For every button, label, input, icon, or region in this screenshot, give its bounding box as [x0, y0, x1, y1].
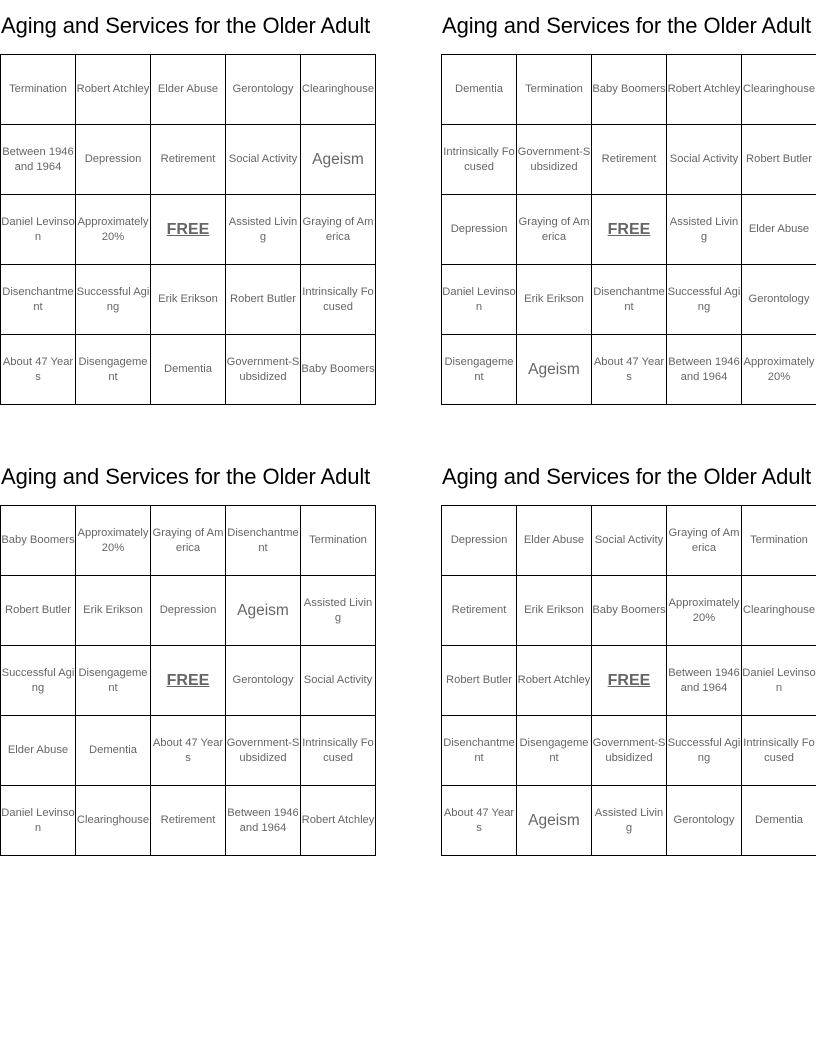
grid-cell: Graying of America	[301, 195, 376, 265]
grid-cell: Graying of America	[151, 506, 226, 576]
free-space: FREE	[151, 646, 226, 716]
grid-row	[442, 716, 816, 786]
grid-cell: Ageism	[226, 576, 301, 646]
grid-cell: Disenchantment	[442, 716, 517, 786]
grid-cell: Dementia	[76, 716, 151, 786]
grid-cell: Successful Aging	[667, 716, 742, 786]
grid-cell: Ageism	[301, 125, 376, 195]
grid-cell: Ageism	[517, 786, 592, 856]
grid-cell: Ageism	[517, 335, 592, 405]
grid-row	[1, 646, 376, 716]
grid-cell: Government-Subsidized	[517, 125, 592, 195]
grid-row	[1, 125, 376, 195]
grid-cell: Assisted Living	[301, 576, 376, 646]
grid-cell: Disenchantment	[1, 265, 76, 335]
grid-cell: Erik Erikson	[517, 576, 592, 646]
bingo-grid	[0, 505, 376, 856]
grid-cell: About 47 Years	[1, 335, 76, 405]
grid-cell: Disengagement	[442, 335, 517, 405]
grid-cell: Between 1946 and 1964	[667, 335, 742, 405]
bingo-grid	[0, 54, 376, 405]
grid-cell: About 47 Years	[151, 716, 226, 786]
grid-cell: Clearinghouse	[742, 55, 816, 125]
grid-cell: Elder Abuse	[517, 506, 592, 576]
card-title: Aging and Services for the Older Adult	[1, 13, 371, 38]
grid-cell: Between 1946 and 1964	[1, 125, 76, 195]
grid-cell: Termination	[301, 506, 376, 576]
grid-row	[1, 716, 376, 786]
grid-cell: Erik Erikson	[76, 576, 151, 646]
grid-cell: Baby Boomers	[592, 55, 667, 125]
grid-cell: Intrinsically Focused	[301, 265, 376, 335]
grid-row	[442, 195, 816, 265]
grid-cell: Gerontology	[667, 786, 742, 856]
grid-cell: Daniel Levinson	[1, 195, 76, 265]
grid-cell: Robert Butler	[1, 576, 76, 646]
card-title: Aging and Services for the Older Adult	[442, 13, 812, 38]
grid-cell: Clearinghouse	[76, 786, 151, 856]
grid-cell: Depression	[76, 125, 151, 195]
grid-cell: Retirement	[151, 125, 226, 195]
grid-cell: Retirement	[442, 576, 517, 646]
grid-cell: Between 1946 and 1964	[667, 646, 742, 716]
grid-cell: Robert Butler	[742, 125, 816, 195]
grid-cell: Clearinghouse	[301, 55, 376, 125]
grid-cell: Between 1946 and 1964	[226, 786, 301, 856]
grid-cell: Intrinsically Focused	[442, 125, 517, 195]
grid-cell: Graying of America	[667, 506, 742, 576]
grid-cell: Termination	[742, 506, 816, 576]
grid-row	[1, 576, 376, 646]
grid-cell: Disenchantment	[226, 506, 301, 576]
grid-cell: Approximately 20%	[742, 335, 816, 405]
grid-cell: Gerontology	[742, 265, 816, 335]
grid-cell: Robert Butler	[442, 646, 517, 716]
grid-cell: Successful Aging	[667, 265, 742, 335]
grid-cell: Depression	[151, 576, 226, 646]
free-space: FREE	[592, 646, 667, 716]
grid-row	[442, 265, 816, 335]
grid-row	[442, 335, 816, 405]
grid-cell: Retirement	[592, 125, 667, 195]
grid-cell: Daniel Levinson	[442, 265, 517, 335]
grid-cell: Daniel Levinson	[742, 646, 816, 716]
grid-cell: Social Activity	[301, 646, 376, 716]
grid-cell: About 47 Years	[592, 335, 667, 405]
grid-cell: Baby Boomers	[301, 335, 376, 405]
grid-cell: Termination	[1, 55, 76, 125]
grid-cell: Robert Butler	[226, 265, 301, 335]
grid-cell: Retirement	[151, 786, 226, 856]
grid-cell: Depression	[442, 195, 517, 265]
grid-cell: Robert Atchley	[517, 646, 592, 716]
grid-cell: Clearinghouse	[742, 576, 816, 646]
grid-cell: Elder Abuse	[151, 55, 226, 125]
grid-cell: Government-Subsidized	[592, 716, 667, 786]
grid-row	[442, 646, 816, 716]
grid-cell: Social Activity	[226, 125, 301, 195]
grid-cell: Elder Abuse	[1, 716, 76, 786]
grid-cell: Dementia	[442, 55, 517, 125]
card-title: Aging and Services for the Older Adult	[442, 464, 812, 489]
grid-cell: Assisted Living	[667, 195, 742, 265]
free-space: FREE	[151, 195, 226, 265]
grid-cell: Erik Erikson	[517, 265, 592, 335]
grid-cell: Successful Aging	[76, 265, 151, 335]
grid-cell: Erik Erikson	[151, 265, 226, 335]
grid-row	[442, 506, 816, 576]
bingo-grid	[441, 505, 816, 856]
grid-cell: Approximately 20%	[76, 506, 151, 576]
grid-cell: About 47 Years	[442, 786, 517, 856]
grid-cell: Social Activity	[667, 125, 742, 195]
grid-cell: Disengagement	[76, 335, 151, 405]
grid-row	[442, 125, 816, 195]
grid-cell: Daniel Levinson	[1, 786, 76, 856]
grid-row	[1, 195, 376, 265]
grid-cell: Baby Boomers	[592, 576, 667, 646]
grid-cell: Dementia	[151, 335, 226, 405]
grid-cell: Assisted Living	[226, 195, 301, 265]
card-title: Aging and Services for the Older Adult	[1, 464, 371, 489]
grid-cell: Dementia	[742, 786, 816, 856]
grid-cell: Gerontology	[226, 646, 301, 716]
grid-row	[442, 576, 816, 646]
grid-cell: Elder Abuse	[742, 195, 816, 265]
grid-cell: Gerontology	[226, 55, 301, 125]
grid-row	[1, 786, 376, 856]
bingo-grid	[441, 54, 816, 405]
grid-cell: Government-Subsidized	[226, 335, 301, 405]
grid-cell: Disengagement	[517, 716, 592, 786]
grid-cell: Approximately 20%	[667, 576, 742, 646]
grid-cell: Termination	[517, 55, 592, 125]
grid-cell: Depression	[442, 506, 517, 576]
grid-row	[1, 265, 376, 335]
grid-cell: Graying of America	[517, 195, 592, 265]
grid-cell: Disenchantment	[592, 265, 667, 335]
grid-cell: Successful Aging	[1, 646, 76, 716]
grid-cell: Baby Boomers	[1, 506, 76, 576]
grid-cell: Robert Atchley	[667, 55, 742, 125]
grid-cell: Approximately 20%	[76, 195, 151, 265]
grid-row	[442, 786, 816, 856]
grid-row	[1, 335, 376, 405]
free-space: FREE	[592, 195, 667, 265]
grid-cell: Social Activity	[592, 506, 667, 576]
grid-row	[442, 55, 816, 125]
grid-cell: Intrinsically Focused	[301, 716, 376, 786]
grid-row	[1, 55, 376, 125]
grid-cell: Disengagement	[76, 646, 151, 716]
grid-cell: Robert Atchley	[76, 55, 151, 125]
grid-row	[1, 506, 376, 576]
grid-cell: Intrinsically Focused	[742, 716, 816, 786]
grid-cell: Assisted Living	[592, 786, 667, 856]
grid-cell: Robert Atchley	[301, 786, 376, 856]
grid-cell: Government-Subsidized	[226, 716, 301, 786]
